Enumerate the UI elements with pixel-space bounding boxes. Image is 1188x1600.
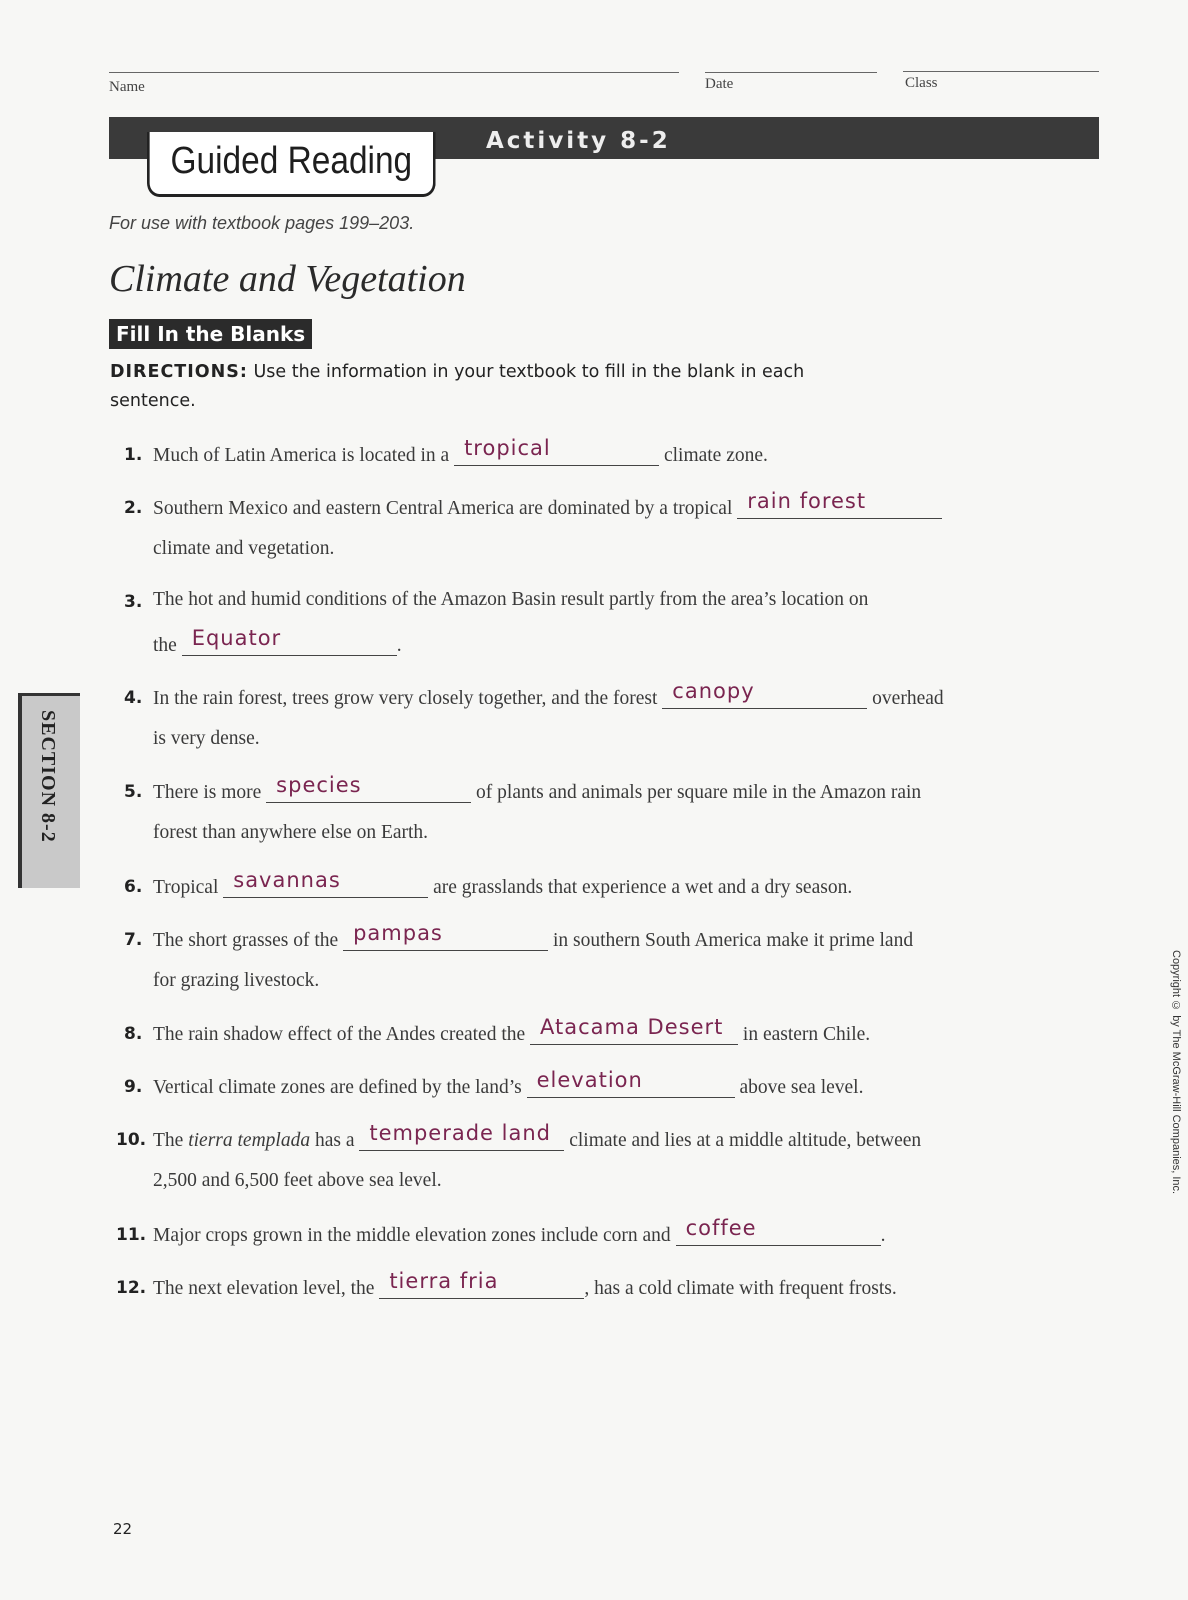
item-8	[153, 1015, 871, 1046]
class-label: Class	[905, 75, 938, 91]
handwritten-answer: rain forest	[747, 489, 867, 513]
answer-blank[interactable]	[737, 489, 942, 519]
item-text: the	[153, 635, 177, 656]
item-text: Vertical climate zones are defined by the land’s	[153, 1077, 522, 1098]
item-text: In the rain forest, trees grow very closely together, and the forest	[153, 688, 658, 709]
directions	[110, 358, 830, 416]
item-text: is very dense.	[153, 728, 260, 749]
item-4	[153, 679, 944, 710]
item-text: overhead	[872, 688, 944, 709]
directions-text: Use the information in your textbook to fill in the blank in each sentence.	[110, 362, 805, 411]
item-text: climate and lies at a middle altitude, between	[569, 1130, 922, 1151]
item-number: 3.	[124, 592, 143, 612]
handwritten-answer: canopy	[672, 679, 755, 703]
handwritten-answer: coffee	[685, 1216, 757, 1240]
item-text: The rain shadow effect of the Andes created the	[153, 1024, 526, 1045]
handwritten-answer: species	[276, 773, 362, 797]
answer-blank[interactable]	[530, 1015, 738, 1045]
item-11	[153, 1216, 886, 1247]
item-6	[153, 868, 853, 899]
page-number: 22	[113, 1520, 133, 1538]
item-text: climate zone.	[663, 445, 768, 466]
answer-blank[interactable]	[343, 921, 548, 951]
answer-blank[interactable]	[359, 1121, 564, 1151]
item-number: 5.	[124, 782, 143, 802]
item-5	[153, 773, 922, 804]
item-text: Major crops grown in the middle elevation zones include corn and	[153, 1225, 671, 1246]
handwritten-answer: tierra fria	[389, 1269, 499, 1293]
name-label: Name	[109, 79, 145, 95]
copyright: Copyright © by The McGraw-Hill Companies, Inc.	[1170, 950, 1182, 1195]
item-text: The short grasses of the	[153, 930, 339, 951]
section-tab	[18, 693, 80, 888]
page-title: Climate and Vegetation	[109, 258, 466, 300]
item-number: 1.	[124, 445, 143, 465]
item-text: for grazing livestock.	[153, 970, 320, 991]
handwritten-answer: Equator	[191, 626, 282, 650]
item-text: The	[153, 1130, 189, 1151]
item-number: 10.	[116, 1130, 147, 1150]
section-tab-label: SECTION 8-2	[37, 710, 59, 843]
item-text: The next elevation level, the	[153, 1278, 375, 1299]
handwritten-answer: pampas	[353, 921, 443, 945]
activity-number: Activity 8-2	[486, 128, 671, 154]
directions-label: DIRECTIONS:	[110, 362, 248, 382]
date-label: Date	[705, 76, 734, 92]
class-line	[903, 71, 1099, 72]
item-number: 4.	[124, 688, 143, 708]
item-text-italic: tierra templada	[188, 1130, 311, 1151]
item-1	[153, 436, 768, 467]
item-number: 2.	[124, 498, 143, 518]
item-12	[153, 1269, 897, 1300]
guided-reading-label: Guided Reading	[147, 132, 436, 197]
item-9	[153, 1068, 864, 1099]
handwritten-answer: temperade land	[369, 1121, 551, 1145]
item-text: in southern South America make it prime land	[552, 930, 914, 951]
item-text: has a	[310, 1130, 355, 1151]
item-10	[153, 1121, 922, 1152]
item-2	[153, 489, 942, 520]
item-text: above sea level.	[739, 1077, 864, 1098]
item-number: 6.	[124, 877, 143, 897]
item-3-line2	[153, 626, 402, 657]
handwritten-answer: tropical	[464, 436, 551, 460]
answer-blank[interactable]	[662, 679, 867, 709]
item-text: There is more	[153, 782, 262, 803]
item-number: 11.	[116, 1225, 147, 1245]
answer-blank[interactable]	[182, 626, 397, 656]
handwritten-answer: Atacama Desert	[540, 1015, 724, 1039]
item-text: in eastern Chile.	[742, 1024, 871, 1045]
answer-blank[interactable]	[454, 436, 659, 466]
section-heading: Fill In the Blanks	[109, 319, 312, 349]
item-text: of plants and animals per square mile in the Amazon rain	[476, 782, 922, 803]
textbook-pages: For use with textbook pages 199–203.	[109, 213, 415, 233]
date-line	[705, 72, 877, 73]
item-number: 8.	[124, 1024, 143, 1044]
handwritten-answer: savannas	[233, 868, 341, 892]
item-text: , has a cold climate with frequent frosts.	[584, 1278, 897, 1299]
item-text: Tropical	[153, 877, 219, 898]
item-number: 12.	[116, 1278, 147, 1298]
item-number: 9.	[124, 1077, 143, 1097]
item-text: .	[396, 635, 402, 656]
item-text: 2,500 and 6,500 feet above sea level.	[153, 1170, 442, 1191]
item-text: Southern Mexico and eastern Central America are dominated by a tropical	[153, 498, 733, 519]
answer-blank[interactable]	[266, 773, 471, 803]
item-text: The hot and humid conditions of the Amazon Basin result partly from the area’s location on	[153, 589, 869, 610]
answer-blank[interactable]	[676, 1216, 881, 1246]
answer-blank[interactable]	[527, 1068, 735, 1098]
item-7	[153, 921, 914, 952]
item-text: are grasslands that experience a wet and a dry season.	[433, 877, 853, 898]
item-text: climate and vegetation.	[153, 538, 335, 559]
item-text: forest than anywhere else on Earth.	[153, 822, 429, 843]
item-text: Much of Latin America is located in a	[153, 445, 450, 466]
answer-blank[interactable]	[223, 868, 428, 898]
item-text: .	[880, 1225, 886, 1246]
item-number: 7.	[124, 930, 143, 950]
answer-blank[interactable]	[379, 1269, 584, 1299]
handwritten-answer: elevation	[536, 1068, 643, 1092]
name-line	[109, 72, 679, 73]
